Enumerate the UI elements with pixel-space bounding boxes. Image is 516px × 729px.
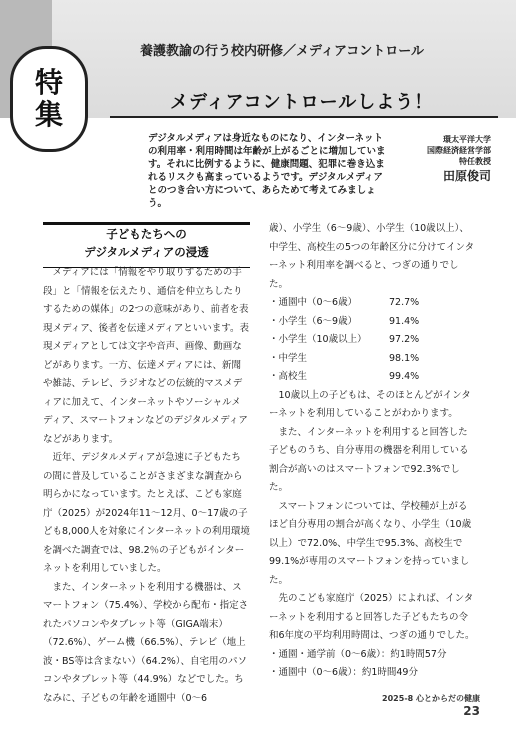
- right-paragraph-1: 歳）、小学生（6～9歳）、小学生（10歳以上）、中学生、高校生の5つの年齢区分に分けてインターネット利用率を調べると、つぎの通りでした。: [269, 223, 475, 290]
- author-block: [395, 134, 491, 184]
- list-item: ・通園中（0～6歳）：約1時間49分: [269, 667, 418, 678]
- right-paragraph-5: 先のこども家庭庁（2025）によれば、インターネットを利用すると回答した子どもたちの令和6年度の平均利用時間は、つぎの通りでした。: [269, 593, 475, 641]
- page-footer: [360, 693, 480, 718]
- left-column: [43, 264, 250, 708]
- left-paragraph-3: また、インターネットを利用する機器は、スマートフォン（75.4%）、学校から配布・指定されたパソコンやタブレット等（GIGA端末）（72.6%）、ゲーム機（66.5%）、テレビ（地上波・BS等は含まない）（64.2%）、自宅用のパソコンやタブレット等（44.9%）などでした。ちなみに、子どもの年齢を通園中（0～6: [43, 581, 249, 704]
- list-item: [269, 368, 475, 387]
- left-paragraph-1: メディアには「情報をやり取りするための手段」と「情報を伝えたり、通信を仲立ちしたりするための媒体」の2つの意味があり、前者を表現メディア、後者を伝達メディアといいます。表現メディアとしては文字や音声、画像、動画などがあります。一方、伝達メディアには、新聞や雑誌、テレビ、ラジオなどの伝統的マスメディアに加えて、インターネットやソーシャルメディア、スマートフォンなどのデジタルメディアなどがあります。: [43, 267, 249, 445]
- title-divider: [110, 116, 498, 118]
- list-item: [269, 313, 475, 332]
- usage-rate-list: [269, 294, 475, 387]
- page-number: 23: [463, 704, 480, 718]
- list-item: [269, 350, 475, 369]
- rate-value: 91.4%: [389, 315, 420, 327]
- section-heading: [43, 222, 250, 268]
- rate-value: 98.1%: [389, 352, 420, 364]
- rate-value: 99.4%: [389, 371, 420, 382]
- author-affiliation-2: 国際経済経営学部: [427, 146, 491, 155]
- lead-paragraph: デジタルメディアは身近なものになり、インターネットの利用率・利用時間は年齢が上がるごとに増加しています。それに比例するように、健康問題、犯罪に巻き込まれるリスクも高まっているようです。デジタルメディアとのつき合い方について、あらためて考えてみましょう。: [148, 133, 386, 209]
- right-paragraph-4: スマートフォンについては、学校種が上がるほど自分専用の割合が高くなり、小学生（10歳以上）で72.0%、中学生で95.3%、高校生で99.1%が専用のスマートフォンを持っていました。: [269, 500, 472, 586]
- author-position: 特任教授: [459, 157, 491, 166]
- right-paragraph-2: 10歳以上の子どもは、そのほとんどがインターネットを利用していることがわかります。: [269, 389, 471, 419]
- rate-label: ・高校生: [269, 371, 308, 382]
- author-affiliation-1: 環太平洋大学: [443, 135, 491, 144]
- footer-magazine: 心とからだの健康: [416, 694, 480, 703]
- left-paragraph-2: 近年、デジタルメディアが急速に子どもたちの間に普及していることがさまざまな調査から明らかになっています。たとえば、こども家庭庁（2025）が2024年11～12月、0～17歳の子ども8,000人を対象にインターネットの利用環境を調べた調査では、98.2％の子どもがインターネットを利用していました。: [43, 452, 250, 574]
- footer-issue: 2025-8: [382, 694, 414, 703]
- list-item: [269, 294, 475, 313]
- rate-label: ・中学生: [269, 352, 308, 364]
- section-heading-line2: デジタルメディアの浸透: [84, 245, 209, 259]
- author-name: 田原俊司: [442, 169, 491, 183]
- rate-label: ・小学生（6～9歳）: [269, 315, 358, 327]
- article-title: メディアコントロールしよう！: [170, 92, 434, 113]
- series-subtitle: 養護教諭の行う校内研修／メディアコントロール: [140, 44, 425, 59]
- rate-label: ・通園中（0～6歳）: [269, 297, 358, 308]
- rate-value: 72.7%: [389, 297, 420, 308]
- list-item: [269, 331, 475, 350]
- section-heading-line1: 子どもたちへの: [106, 227, 187, 241]
- feature-badge: [10, 46, 88, 152]
- right-paragraph-3: また、インターネットを利用すると回答した子どものうち、自分専用の機器を利用している割合が高いのはスマートフォンで92.3%でした。: [269, 426, 469, 493]
- usage-time-list: [269, 646, 475, 683]
- feature-label-top: 特: [34, 66, 63, 99]
- feature-label-bottom: 集: [34, 98, 63, 131]
- right-column: [269, 220, 475, 683]
- list-item: ・通園・通学前（0～6歳）：約1時間57分: [269, 648, 447, 660]
- rate-value: 97.2%: [389, 334, 420, 345]
- rate-label: ・小学生（10歳以上）: [269, 334, 367, 345]
